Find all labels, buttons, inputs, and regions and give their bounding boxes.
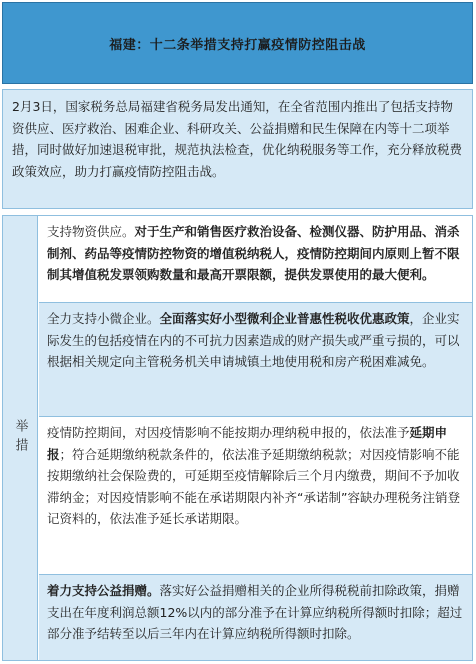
side-label-text: 举措 (12, 419, 28, 457)
measure-3-rest: ；符合延期缴纳税款条件的，依法准予延期缴纳税款；对因疫情影响不能按期缴纳社会保险费的，可延期至疫情解除后三个月内缴费，期间不予加收滞纳金；对因疫情影响不能在承诺期限内补齐“承诺制”容缺办理税务注销登记资料的，依法准予延长承诺期限。 (47, 446, 460, 527)
measure-3-lead: 疫情防控期间，对因疫情影响不能按期办理纳税申报的，依法准予 (47, 425, 410, 440)
intro-paragraph: 2月3日，国家税务总局福建省税务局发出通知，在全省范围内推出了包括支持物资供应、医疗救治、困难企业、科研攻关、公益捐赠和民生保障在内等十二项举措，同时做好加速退税审批，规范执法检查，优化纳税服务等工作，充分释放税费政策效应，助力打赢疫情防控阻击战。 (2, 89, 473, 209)
measure-4-bold: 着力支持公益捐赠。 (47, 583, 160, 598)
measure-item-1 (39, 216, 472, 302)
measure-item-3 (39, 417, 472, 574)
measure-1-bold: 对于生产和销售医疗救治设备、检测仪器、防护用品、消杀制剂、药品等疫情防控物资的增值税纳税人，疫情防控期间内原则上暂不限制其增值税发票领购数量和最高开票限额，提供发票使用的最大便利。 (47, 224, 460, 283)
measure-2-lead: 全力支持小微企业。 (47, 311, 160, 326)
measures-side-label (3, 216, 38, 660)
measures-table (2, 215, 473, 661)
measure-2-rest: ，企业实际发生的包括疫情在内的不可抗力因素造成的财产损失或严重亏损的，可以根据相关规定向主管税务机关申请城镇土地使用税和房产税困难减免。 (47, 311, 460, 370)
measure-3-bold: 延期申报 (47, 425, 448, 462)
measure-2-bold: 全面落实好小型微利企业普惠性税收优惠政策 (159, 311, 410, 326)
measure-item-2 (39, 303, 472, 416)
document-title: 福建：十二条举措支持打赢疫情防控阻击战 (109, 37, 366, 53)
measure-item-4 (39, 575, 472, 660)
measure-1-lead: 支持物资供应。 (47, 224, 135, 239)
measure-4-rest: 落实好公益捐赠相关的企业所得税税前扣除政策，捐赠支出在年度利润总额12%以内的部分准予在计算应纳税所得额时扣除；超过部分准予结转至以后三年内在计算应纳税所得额时扣除。 (47, 583, 463, 642)
title-banner (2, 2, 473, 84)
